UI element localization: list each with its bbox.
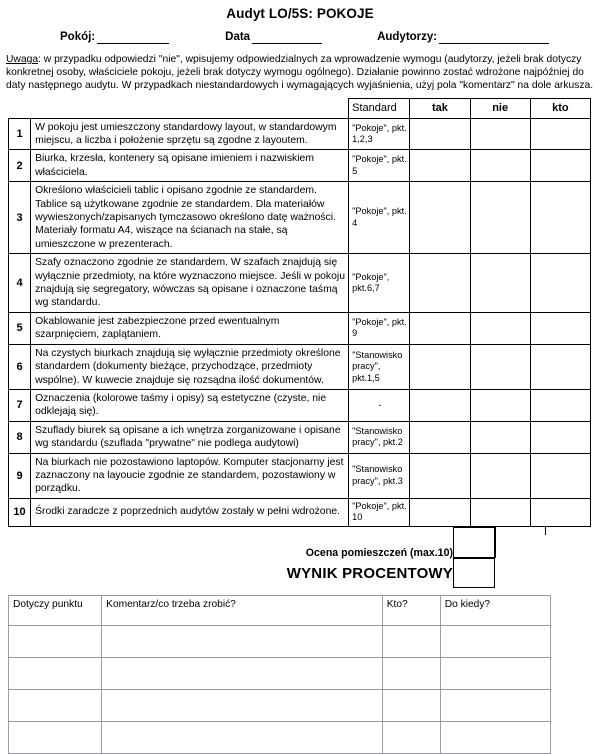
- row-answer-kto[interactable]: [530, 182, 590, 254]
- comment-row: [9, 689, 551, 721]
- comment-column-header-pkt: Dotyczy punktu: [9, 595, 102, 625]
- row-number: 10: [9, 498, 31, 526]
- row-answer-nie[interactable]: [470, 421, 530, 453]
- row-answer-tak[interactable]: [410, 421, 470, 453]
- comment-cell-pkt[interactable]: [9, 721, 102, 753]
- row-number: 5: [9, 312, 31, 344]
- score-section: [0, 527, 600, 587]
- row-answer-kto[interactable]: [530, 421, 590, 453]
- comment-cell-kiedy[interactable]: [440, 657, 550, 689]
- row-number: 4: [9, 254, 31, 313]
- audit-checklist-table: [8, 98, 591, 527]
- field-data-label: Data: [225, 31, 251, 43]
- comment-cell-kto[interactable]: [382, 657, 440, 689]
- row-description: Środki zaradcze z poprzednich audytów zostały w pełni wdrożone.: [31, 498, 349, 526]
- row-answer-nie[interactable]: [470, 312, 530, 344]
- row-description: Określono właścicieli tablic i opisano zgodnie ze standardem. Tablice są użytkowane zgodnie ze standardem. Dla materiałów wywieszonych/zapisanych tymczasowo określono datę ważności. Materiały formatu A4, wiszące na ścianach na stałe, są umieszczone w prezenterach.: [31, 182, 349, 254]
- row-answer-nie[interactable]: [470, 453, 530, 498]
- comment-cell-kto[interactable]: [382, 689, 440, 721]
- comment-row: [9, 657, 551, 689]
- header-spacer-num: [9, 98, 31, 118]
- audit-form-page: [0, 6, 600, 714]
- ocena-value-box[interactable]: [453, 527, 495, 558]
- row-answer-kto[interactable]: [530, 498, 590, 526]
- row-number: 3: [9, 182, 31, 254]
- comment-cell-comment[interactable]: [102, 721, 383, 753]
- row-answer-tak[interactable]: [410, 182, 470, 254]
- row-answer-tak[interactable]: [410, 344, 470, 389]
- score-divider-mid: [495, 527, 496, 558]
- row-number: 7: [9, 389, 31, 421]
- row-answer-kto[interactable]: [530, 389, 590, 421]
- field-audytorzy-input[interactable]: [439, 32, 549, 44]
- row-number: 8: [9, 421, 31, 453]
- table-row: [9, 344, 591, 389]
- comment-row: [9, 721, 551, 753]
- comment-cell-kto[interactable]: [382, 721, 440, 753]
- wynik-value-box[interactable]: [453, 558, 495, 588]
- table-row: [9, 312, 591, 344]
- table-row: [9, 150, 591, 182]
- row-standard: "Pokoje", pkt.6,7: [349, 254, 410, 313]
- row-answer-tak[interactable]: [410, 312, 470, 344]
- row-answer-tak[interactable]: [410, 498, 470, 526]
- column-header-nie: nie: [470, 98, 530, 118]
- comment-cell-comment[interactable]: [102, 625, 383, 657]
- row-description: Biurka, krzesła, kontenery są opisane imieniem i nazwiskiem właściciela.: [31, 150, 349, 182]
- row-description: Na biurkach nie pozostawiono laptopów. Komputer stacjonarny jest zaznaczony na layoucie zgodnie ze standardem, pozostawiony w porządku.: [31, 453, 349, 498]
- row-answer-tak[interactable]: [410, 254, 470, 313]
- comment-cell-kiedy[interactable]: [440, 689, 550, 721]
- field-data-input[interactable]: [252, 32, 322, 44]
- uwaga-lead: Uwaga: [6, 54, 39, 65]
- field-audytorzy-label: Audytorzy:: [377, 31, 438, 43]
- row-answer-kto[interactable]: [530, 118, 590, 150]
- row-standard: "Pokoje", pkt. 1,2,3: [349, 118, 410, 150]
- ocena-label: Ocena pomieszczeń (max.10): [305, 546, 453, 559]
- field-pokoj-input[interactable]: [97, 32, 169, 44]
- page-title: Audyt LO/5S: POKOJE: [226, 6, 374, 21]
- row-answer-tak[interactable]: [410, 453, 470, 498]
- comment-cell-pkt[interactable]: [9, 625, 102, 657]
- row-description: Na czystych biurkach znajdują się wyłącznie przedmioty określone standardem (dokumenty bieżące, przychodzące, przedmioty wspólne). W kuwecie znajduje się rozsądna ilość dokumentów.: [31, 344, 349, 389]
- row-answer-kto[interactable]: [530, 344, 590, 389]
- row-answer-nie[interactable]: [470, 389, 530, 421]
- row-standard: "Stanowisko pracy", pkt.1,5: [349, 344, 410, 389]
- row-description: Szuflady biurek są opisane a ich wnętrza zorganizowane i opisane wg standardu (szuflada "prywatne" nie podlega audytowi): [31, 421, 349, 453]
- comment-column-header-kiedy: Do kiedy?: [440, 595, 550, 625]
- row-description: Szafy oznaczono zgodnie ze standardem. W szafach znajdują się wyłącznie przedmioty, na które wyznaczono miejsce. Jeśli w pokoju znajdują się segregatory, wówczas są opisane i oznaczone taśmą wg standardu.: [31, 254, 349, 313]
- score-divider-right: [545, 527, 546, 535]
- wynik-label: WYNIK PROCENTOWY: [286, 564, 453, 582]
- table-row: [9, 421, 591, 453]
- row-answer-nie[interactable]: [470, 182, 530, 254]
- field-pokoj-label: Pokój:: [60, 31, 96, 43]
- table-row: [9, 182, 591, 254]
- comment-table: [8, 595, 551, 754]
- comment-header-row: [9, 595, 551, 625]
- row-answer-kto[interactable]: [530, 254, 590, 313]
- row-description: W pokoju jest umieszczony standardowy layout, w standardowym miejscu, a liczba i położenie sprzętu są zgodne z layoutem.: [31, 118, 349, 150]
- row-number: 1: [9, 118, 31, 150]
- comment-cell-kto[interactable]: [382, 625, 440, 657]
- row-standard: "Stanowisko pracy", pkt.2: [349, 421, 410, 453]
- row-standard: -: [349, 389, 410, 421]
- field-pokoj[interactable]: [60, 30, 169, 44]
- row-description: Oznaczenia (kolorowe taśmy i opisy) są estetyczne (czyste, nie odklejają się).: [31, 389, 349, 421]
- field-data[interactable]: [225, 30, 322, 44]
- table-row: [9, 389, 591, 421]
- row-answer-tak[interactable]: [410, 118, 470, 150]
- column-header-kto: kto: [530, 98, 590, 118]
- comment-column-header-kto: Kto?: [382, 595, 440, 625]
- row-answer-nie[interactable]: [470, 498, 530, 526]
- row-description: Okablowanie jest zabezpieczone przed ewentualnym szarpnięciem, zaplątaniem.: [31, 312, 349, 344]
- field-audytorzy[interactable]: [377, 30, 549, 44]
- comment-cell-pkt[interactable]: [9, 657, 102, 689]
- comment-cell-comment[interactable]: [102, 689, 383, 721]
- table-header-row: [9, 98, 591, 118]
- row-standard: "Stanowisko pracy", pkt.3: [349, 453, 410, 498]
- row-number: 2: [9, 150, 31, 182]
- row-answer-kto[interactable]: [530, 312, 590, 344]
- table-row: [9, 498, 591, 526]
- comment-cell-kiedy[interactable]: [440, 625, 550, 657]
- row-standard: "Pokoje", pkt. 4: [349, 182, 410, 254]
- row-answer-nie[interactable]: [470, 254, 530, 313]
- row-standard: "Pokoje", pkt. 10: [349, 498, 410, 526]
- row-number: 9: [9, 453, 31, 498]
- column-header-tak: tak: [410, 98, 470, 118]
- row-standard: "Pokoje", pkt. 5: [349, 150, 410, 182]
- row-standard: "Pokoje", pkt. 9: [349, 312, 410, 344]
- table-row: [9, 453, 591, 498]
- comment-row: [9, 625, 551, 657]
- row-answer-nie[interactable]: [470, 118, 530, 150]
- row-number: 6: [9, 344, 31, 389]
- table-row: [9, 118, 591, 150]
- row-answer-nie[interactable]: [470, 150, 530, 182]
- column-header-standard: Standard: [349, 98, 410, 118]
- row-answer-nie[interactable]: [470, 344, 530, 389]
- table-row: [9, 254, 591, 313]
- comment-cell-kiedy[interactable]: [440, 721, 550, 753]
- row-answer-kto[interactable]: [530, 150, 590, 182]
- row-answer-tak[interactable]: [410, 389, 470, 421]
- uwaga-text: : w przypadku odpowiedzi "nie", wpisujemy odpowiedzialnych za wprowadzenie wymogu (audytorzy, jeżeli brak dotyczy konkretnej osoby, właściciele pokoju, jeżeli brak dotyczy wymogu ogólnego). Działanie powinno zostać wdrożone najpóźniej do daty następnego audytu. W przypadkach niestandardowych i wymagających wyjaśnienia, użyj pola "komentarz" na dole arkusza.: [6, 54, 594, 92]
- uwaga-note: [6, 53, 595, 93]
- header-spacer-desc: [31, 98, 349, 118]
- comment-column-header-comment: Komentarz/co trzeba zrobić?: [102, 595, 383, 625]
- comment-cell-comment[interactable]: [102, 657, 383, 689]
- row-answer-tak[interactable]: [410, 150, 470, 182]
- row-answer-kto[interactable]: [530, 453, 590, 498]
- header-fields: [0, 30, 600, 44]
- comment-cell-pkt[interactable]: [9, 689, 102, 721]
